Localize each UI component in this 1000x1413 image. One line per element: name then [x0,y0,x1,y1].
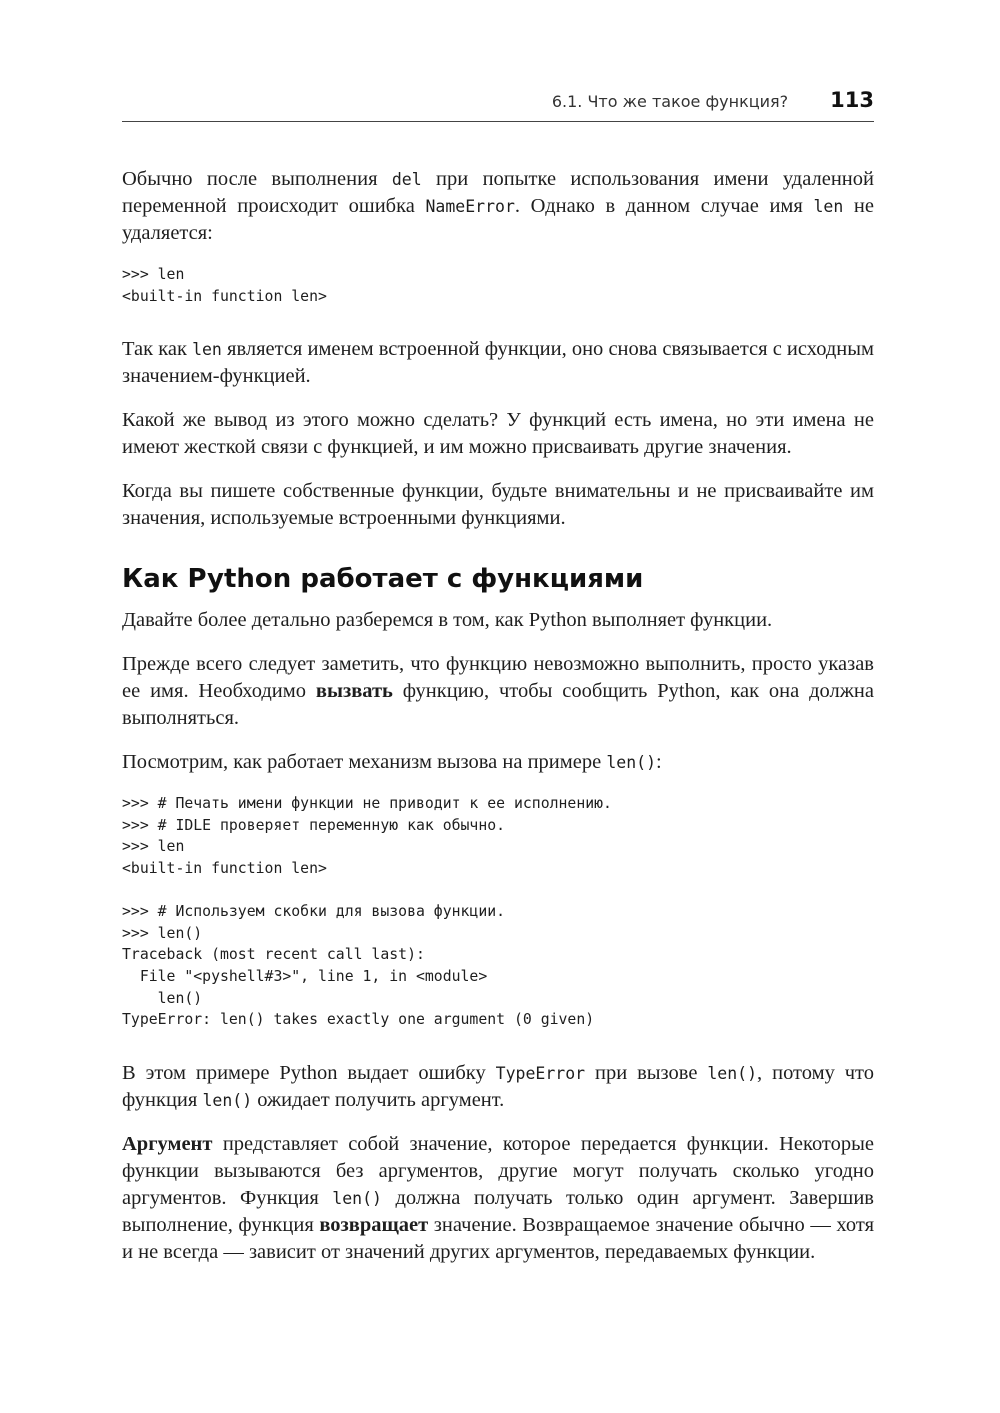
section-heading: Как Python работает с функциями [122,564,644,595]
paragraph-advice: Когда вы пишете собственные функции, будьте внимательны и не присваивайте им значения, используемые встроенными функциями. [122,480,874,530]
inline-code: NameError [425,197,515,216]
paragraph-del-nameerror [122,166,874,247]
paragraph-call [122,651,874,732]
inline-code: TypeError [495,1063,586,1083]
text: ожидает получить аргумент. [252,1088,505,1111]
header-rule [122,121,874,122]
text: Прежде всего следует заметить, что функцию невозможно выполнить, просто указав ее имя. Необходимо [122,653,874,703]
text: В этом примере Python выдает ошибку [122,1061,496,1084]
page-body [122,166,874,1283]
paragraph-len-builtin [122,336,874,390]
inline-code: len [813,197,844,216]
text: представляет собой значение, которое передается функции. Некоторые функции вызываются без аргументов, другие могут получать сколько угодно аргументов. Функция [122,1132,874,1209]
inline-code: del [391,170,422,189]
inline-code: len() [707,1063,758,1083]
paragraph-example-intro [122,749,874,776]
text: функцию, чтобы сообщить Python, как она должна выполняться. [122,680,874,730]
text: является именем встроенной функции, оно снова связывается с исходным значением-функцией. [122,338,875,388]
text: значение. Возвращаемое значение обычно — хотя и не всегда — зависит от значений других аргументов, передаваемых функции. [122,1213,875,1263]
text: должна получать только один аргумент. Завершив выполнение, функция [122,1186,874,1236]
text: при вызове [585,1061,708,1084]
bold-term: возвращает [319,1213,429,1236]
running-header [122,88,874,118]
text: не удаляется: [122,195,874,244]
text: при попытке использования имени удаленной переменной происходит ошибка [122,168,874,217]
text: . Однако в данном случае имя [514,195,814,217]
section-title: 6.1. Что же такое функция? [551,92,789,111]
text: : [656,751,662,774]
bold-term: вызвать [315,680,393,703]
paragraph-argument [122,1131,874,1266]
text: , потому что функция [122,1061,874,1111]
inline-code: len [192,340,222,360]
paragraph-conclusion: Какой же вывод из этого можно сделать? У функций есть имена, но эти имена не имеют жесткой связи с функцией, и им можно присваивать другие значения. [122,409,874,459]
paragraph-typeerror [122,1060,874,1114]
page-number: 113 [830,88,874,112]
text: Обычно после выполнения [122,168,392,190]
paragraph-intro: Давайте более детально разберемся в том, как Python выполняет функции. [122,609,773,632]
inline-code: len() [332,1188,382,1208]
text: Так как [122,338,193,361]
bold-term: Аргумент [122,1132,213,1155]
inline-code: len() [202,1090,253,1110]
code-block-len: >>> len <built-in function len> [122,266,327,305]
code-block-len-call: >>> # Печать имени функции не приводит к ее исполнению. >>> # IDLE проверяет переменную как обычно. >>> len <built-in function len> >>> # Используем скобки для вызова функции. >>> len() Traceback (most recent call last): File "<pyshell#3>", line 1, in <module> len() TypeError: len() takes exactly one argument (0 given) [122,795,612,1029]
inline-code: len() [606,753,656,773]
text: Посмотрим, как работает механизм вызова на примере [122,751,607,774]
